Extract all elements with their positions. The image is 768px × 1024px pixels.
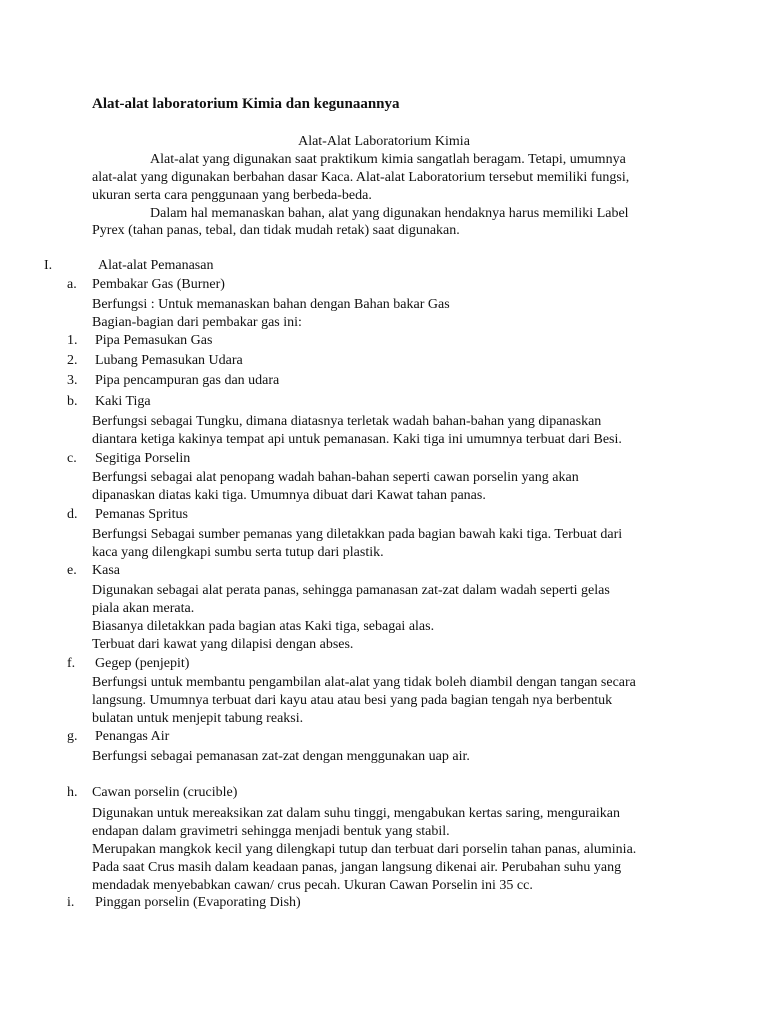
item-desc-line: endapan dalam gravimetri sehingga menjadi bentuk yang stabil. xyxy=(92,824,450,839)
intro-line: Dalam hal memanaskan bahan, alat yang digunakan hendaknya harus memiliki Label xyxy=(150,206,629,221)
item-desc-line: Berfungsi sebagai Tungku, dimana diatasnya terletak wadah bahan-bahan yang dipanaskan xyxy=(92,414,602,429)
section-title: Alat-alat Pemanasan xyxy=(98,258,214,273)
item-marker: f. xyxy=(67,656,76,671)
part-number: 1. xyxy=(67,333,78,348)
item-marker: a. xyxy=(67,277,77,292)
item-desc-line: Pada saat Crus masih dalam keadaan panas, jangan langsung dikenai air. Perubahan suhu yang xyxy=(92,860,622,875)
item-marker: i. xyxy=(67,895,75,910)
item-marker: b. xyxy=(67,394,78,409)
item-desc-line: kaca yang dilengkapi sumbu serta tutup dari plastik. xyxy=(92,545,384,560)
item-desc-line: mendadak menyebabkan cawan/ crus pecah. Ukuran Cawan Porselin ini 35 cc. xyxy=(92,878,533,893)
item-desc-line: Terbuat dari kawat yang dilapisi dengan abses. xyxy=(92,637,354,652)
intro-line: Pyrex (tahan panas, tebal, dan tidak mudah retak) saat digunakan. xyxy=(92,223,460,238)
part-number: 3. xyxy=(67,373,78,388)
item-title: Kaki Tiga xyxy=(95,394,151,409)
item-desc-line: dipanaskan diatas kaki tiga. Umumnya dibuat dari Kawat tahan panas. xyxy=(92,488,486,503)
intro-line: Alat-alat yang digunakan saat praktikum kimia sangatlah beragam. Tetapi, umumnya xyxy=(150,152,626,167)
item-marker: e. xyxy=(67,563,77,578)
item-title: Penangas Air xyxy=(95,729,170,744)
item-marker: c. xyxy=(67,451,77,466)
page-title: Alat-alat laboratorium Kimia dan kegunaannya xyxy=(92,96,400,112)
item-desc-line: piala akan merata. xyxy=(92,601,195,616)
item-desc-line: Biasanya diletakkan pada bagian atas Kaki tiga, sebagai alas. xyxy=(92,619,435,634)
part-number: 2. xyxy=(67,353,78,368)
item-desc-line: Berfungsi sebagai alat penopang wadah bahan-bahan seperti cawan porselin yang akan xyxy=(92,470,579,485)
item-title: Cawan porselin (crucible) xyxy=(92,785,238,800)
item-desc-line: diantara ketiga kakinya tempat api untuk pemanasan. Kaki tiga ini umumnya terbuat dari Besi. xyxy=(92,432,622,447)
item-marker: d. xyxy=(67,507,78,522)
item-desc-line: Berfungsi untuk membantu pengambilan alat-alat yang tidak boleh diambil dengan tangan secara xyxy=(92,675,636,690)
item-title: Kasa xyxy=(92,563,120,578)
item-title: Pembakar Gas (Burner) xyxy=(92,277,225,292)
item-desc-line: Merupakan mangkok kecil yang dilengkapi tutup dan terbuat dari porselin tahan panas, aluminia. xyxy=(92,842,637,857)
item-desc-line: Berfungsi sebagai pemanasan zat-zat dengan menggunakan uap air. xyxy=(92,749,470,764)
item-desc-line: langsung. Umumnya terbuat dari kayu atau atau besi yang pada bagian tengah nya berbentuk xyxy=(92,693,613,708)
part-text: Pipa Pemasukan Gas xyxy=(95,333,213,348)
intro-line: ukuran serta cara penggunaan yang berbeda-beda. xyxy=(92,188,372,203)
item-desc-line: bulatan untuk menjepit tabung reaksi. xyxy=(92,711,304,726)
item-title: Segitiga Porselin xyxy=(95,451,191,466)
item-desc-line: Digunakan sebagai alat perata panas, sehingga pamanasan zat-zat dalam wadah seperti gelas xyxy=(92,583,610,598)
item-title: Pinggan porselin (Evaporating Dish) xyxy=(95,895,301,910)
section-number: I. xyxy=(44,258,53,273)
item-desc-line: Berfungsi : Untuk memanaskan bahan dengan Bahan bakar Gas xyxy=(92,297,450,312)
item-desc-line: Berfungsi Sebagai sumber pemanas yang diletakkan pada bagian bawah kaki tiga. Terbuat dari xyxy=(92,527,623,542)
item-desc-line: Bagian-bagian dari pembakar gas ini: xyxy=(92,315,302,330)
part-text: Lubang Pemasukan Udara xyxy=(95,353,243,368)
item-marker: h. xyxy=(67,785,78,800)
item-desc-line: Digunakan untuk mereaksikan zat dalam suhu tinggi, mengabukan kertas saring, menguraikan xyxy=(92,806,620,821)
item-title: Pemanas Spritus xyxy=(95,507,188,522)
part-text: Pipa pencampuran gas dan udara xyxy=(95,373,280,388)
intro-line: alat-alat yang digunakan berbahan dasar Kaca. Alat-alat Laboratorium tersebut memiliki fungsi, xyxy=(92,170,630,185)
item-title: Gegep (penjepit) xyxy=(95,656,190,671)
item-marker: g. xyxy=(67,729,78,744)
page-subtitle: Alat-Alat Laboratorium Kimia xyxy=(298,134,470,149)
